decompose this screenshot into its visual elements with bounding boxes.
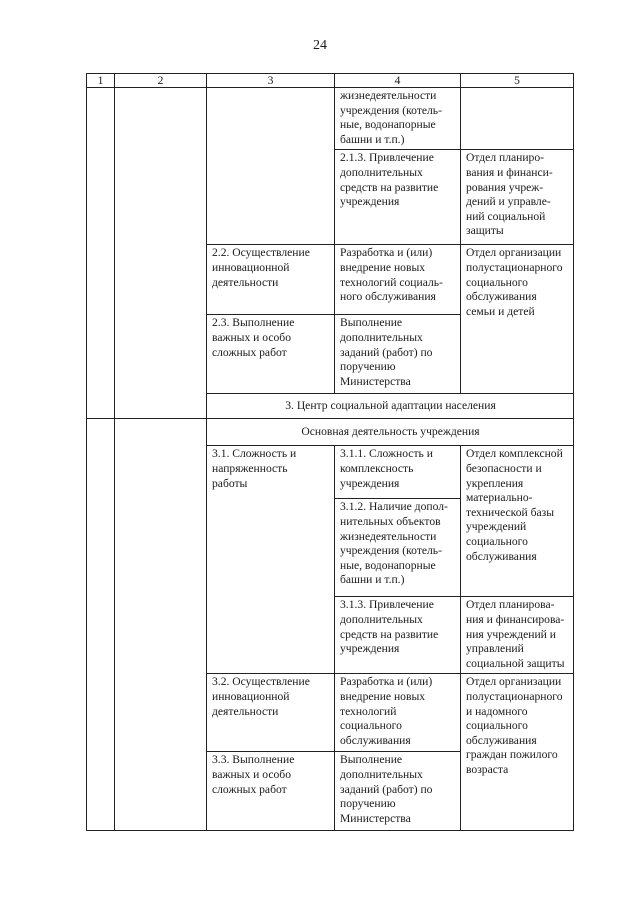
- department-cell: [461, 88, 574, 150]
- indicator-cell: 3.1. Сложность и напряженность работы: [207, 446, 335, 674]
- table-cell: [115, 419, 207, 831]
- table-header-row: [87, 74, 574, 88]
- criteria-table: [86, 73, 574, 831]
- indicator-cell: 3.3. Выполнение важных и особо сложных работ: [207, 752, 335, 831]
- criterion-cell: 3.1.2. Наличие допол- нительных объектов жизнедеятельности учреждения (котель- ные, водонапорные башни и т.п.): [335, 499, 461, 597]
- criterion-cell: жизнедеятельности учреждения (котель- ные, водонапорные башни и т.п.): [335, 88, 461, 150]
- indicator-cell: 2.2. Осуществление инновационной деятельности: [207, 245, 335, 315]
- criterion-cell: 2.1.3. Привлечение дополнительных средств на развитие учреждения: [335, 150, 461, 245]
- table-cell: [87, 88, 115, 419]
- table-row: [87, 88, 574, 150]
- section-title: 3. Центр социальной адаптации населения: [207, 394, 574, 419]
- criterion-cell: 3.1.1. Сложность и комплексность учреждения: [335, 446, 461, 499]
- column-header: 1: [87, 74, 115, 88]
- table-cell: [115, 88, 207, 419]
- column-header: 5: [461, 74, 574, 88]
- department-cell: Отдел организации полустационарного социального обслуживания семьи и детей: [461, 245, 574, 394]
- subsection-title-row: [87, 419, 574, 446]
- column-header: 4: [335, 74, 461, 88]
- criterion-cell: Выполнение дополнительных заданий (работ) по поручению Министерства: [335, 315, 461, 394]
- department-cell: Отдел планиро- вания и финанси- рования учреж- дений и управле- ний социальной защиты: [461, 150, 574, 245]
- department-cell: Отдел организации полустационарного и надомного социального обслуживания граждан пожилого возраста: [461, 674, 574, 831]
- department-cell: Отдел комплексной безопасности и укрепления материально- технической базы учреждений социального обслуживания: [461, 446, 574, 597]
- subsection-title: Основная деятельность учреждения: [207, 419, 574, 446]
- page-number: 24: [313, 38, 327, 53]
- department-cell: Отдел планирова- ния и финансирова- ния учреждений и управлений социальной защиты: [461, 597, 574, 674]
- table-cell: [87, 419, 115, 831]
- column-header: 2: [115, 74, 207, 88]
- table-cell: [207, 88, 335, 245]
- criterion-cell: Выполнение дополнительных заданий (работ) по поручению Министерства: [335, 752, 461, 831]
- column-header: 3: [207, 74, 335, 88]
- criterion-cell: 3.1.3. Привлечение дополнительных средств на развитие учреждения: [335, 597, 461, 674]
- indicator-cell: 3.2. Осуществление инновационной деятельности: [207, 674, 335, 752]
- criterion-cell: Разработка и (или) внедрение новых технологий социального обслуживания: [335, 674, 461, 752]
- criterion-cell: Разработка и (или) внедрение новых технологий социаль- ного обслуживания: [335, 245, 461, 315]
- indicator-cell: 2.3. Выполнение важных и особо сложных работ: [207, 315, 335, 394]
